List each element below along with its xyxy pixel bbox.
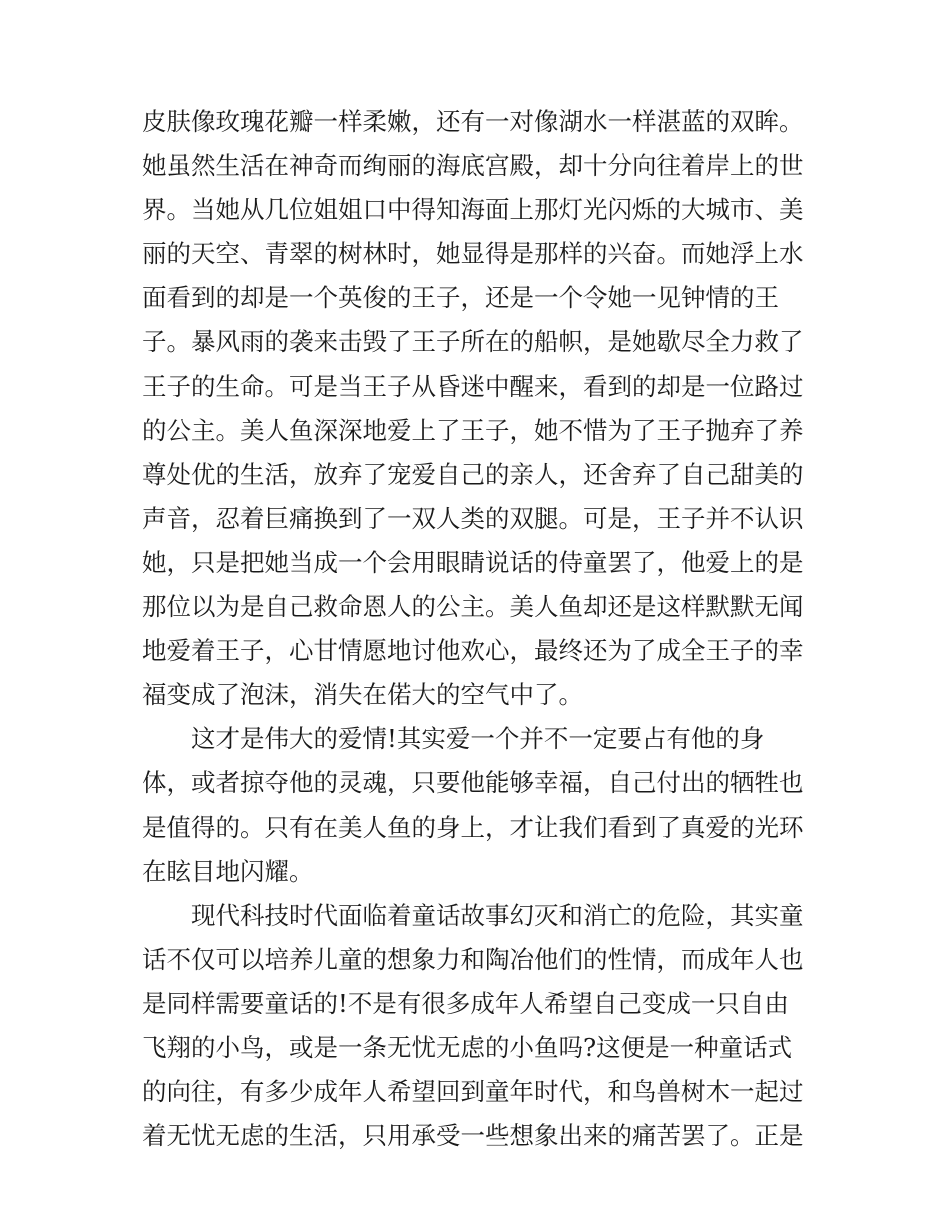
text-line: 子。暴风雨的袭来击毁了王子所在的船帜，是她歇尽全力救了 <box>142 327 804 357</box>
text-line: 的公主。美人鱼深深地爱上了王子，她不惜为了王子抛弃了养 <box>142 415 804 445</box>
text-line: 丽的天空、青翠的树林时，她显得是那样的兴奋。而她浮上水 <box>142 239 804 269</box>
text-line: 着无忧无虑的生活，只用承受一些想象出来的痛苦罢了。正是 <box>142 1121 804 1151</box>
text-line: 飞翔的小鸟，或是一条无忧无虑的小鱼吗?这便是一种童话式 <box>142 1032 793 1062</box>
text-line: 的向往，有多少成年人希望回到童年时代，和鸟兽树木一起过 <box>142 1077 804 1107</box>
text-line: 界。当她从几位姐姐口中得知海面上那灯光闪烁的大城市、美 <box>142 195 804 225</box>
text-line: 那位以为是自己救命恩人的公主。美人鱼却还是这样默默无闻 <box>142 592 804 622</box>
text-line: 她，只是把她当成一个会用眼睛说话的侍童罢了，他爱上的是 <box>142 547 804 577</box>
text-line: 她虽然生活在神奇而绚丽的海底宫殿，却十分向往着岸上的世 <box>142 151 804 181</box>
text-line: 是同样需要童话的!不是有很多成年人希望自己变成一只自由 <box>142 988 789 1018</box>
text-line: 在眩目地闪耀。 <box>142 856 314 886</box>
text-line: 面看到的却是一个英俊的王子，还是一个令她一见钟情的王 <box>142 283 779 313</box>
text-line: 福变成了泡沫，消失在偌大的空气中了。 <box>142 680 583 710</box>
text-line: 皮肤像玫瑰花瓣一样柔嫩，还有一对像湖水一样湛蓝的双眸。 <box>142 107 804 136</box>
text-line: 话不仅可以培养儿童的想象力和陶冶他们的性情，而成年人也 <box>142 944 804 974</box>
paragraph-first-line: 这才是伟大的爱情!其实爱一个并不一定要占有他的身 <box>191 724 765 754</box>
text-line: 王子的生命。可是当王子从昏迷中醒来，看到的却是一位路过 <box>142 371 804 401</box>
text-line: 尊处优的生活，放弃了宠爱自己的亲人，还舍弃了自己甜美的 <box>142 459 804 489</box>
text-line: 是值得的。只有在美人鱼的身上，才让我们看到了真爱的光环 <box>142 812 804 842</box>
text-line: 声音，忍着巨痛换到了一双人类的双腿。可是，王子并不认识 <box>142 503 804 533</box>
text-line: 体，或者掠夺他的灵魂，只要他能够幸福，自己付出的牺牲也 <box>142 768 804 798</box>
paragraph-first-line: 现代科技时代面临着童话故事幻灭和消亡的危险，其实童 <box>191 900 804 930</box>
text-line: 地爱着王子，心甘情愿地讨他欢心，最终还为了成全王子的幸 <box>142 636 804 666</box>
body-text <box>142 100 822 1158</box>
